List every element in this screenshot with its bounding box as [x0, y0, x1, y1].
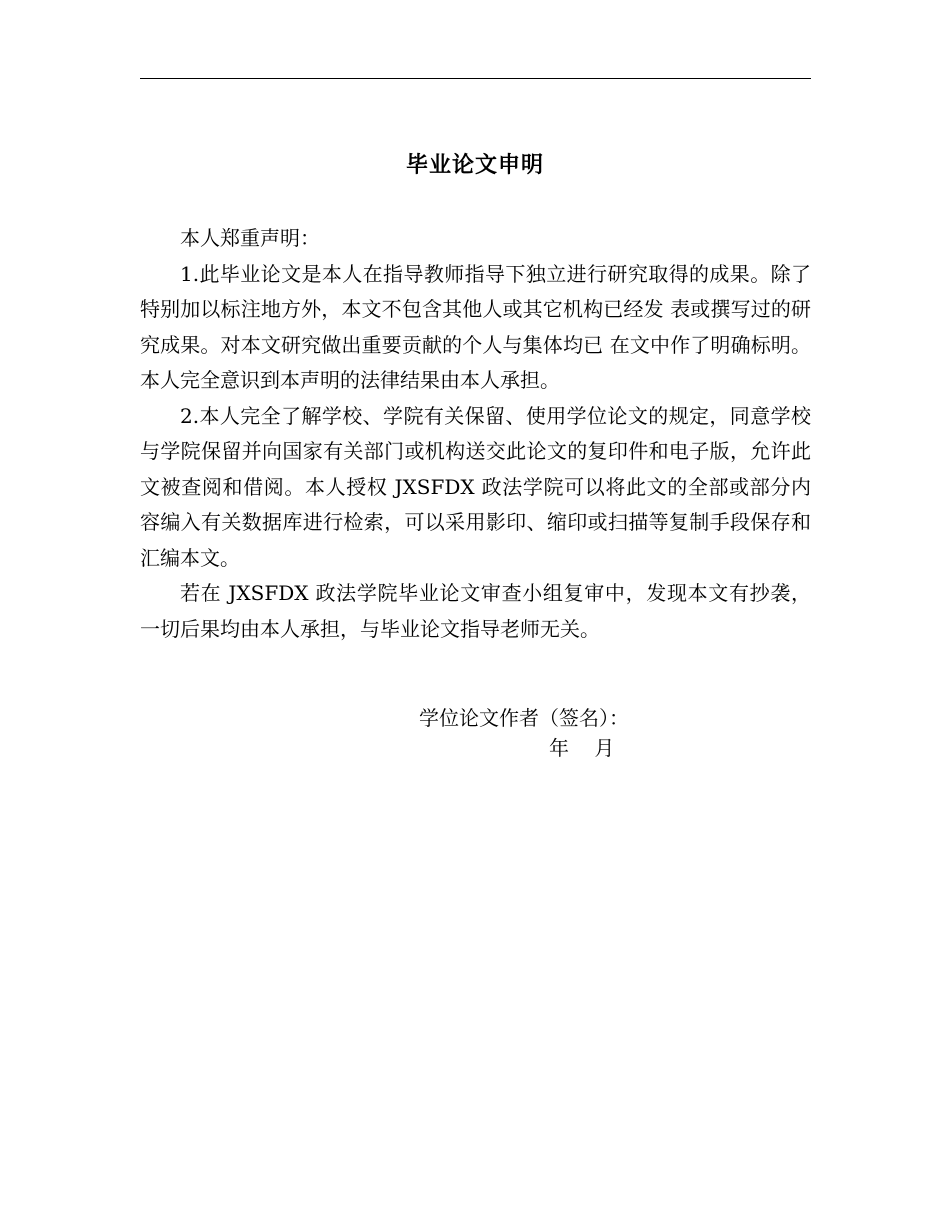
document-title: 毕业论文申明	[405, 153, 544, 178]
paragraph-intro: 本人郑重声明：	[180, 226, 320, 250]
paragraph-item-2: 2.本人完全了解学校、学院有关保留、使用学位论文的规定，同意学校与学院保留并向国家有关部门或机构送交此论文的复印件和电子版，允许此文被查阅和借阅。本人授权 JXSFDX 政法学院可以将此文的全部或部分内容编入有关数据库进行检索，可以采用影印、缩印或扫描等复制手段保存和汇编本文。	[140, 403, 811, 570]
signature-label: 学位论文作者（签名）：	[419, 706, 629, 730]
declaration-body	[140, 221, 811, 647]
paragraph-closing: 若在 JXSFDX 政法学院毕业论文审查小组复审中，发现本文有抄袭，一切后果均由本人承担，与毕业论文指导老师无关。	[140, 581, 811, 641]
header-rule	[140, 78, 811, 79]
date-label: 年 月	[549, 736, 615, 760]
paragraph-item-1: 1.此毕业论文是本人在指导教师指导下独立进行研究取得的成果。除了特别加以标注地方外，本文不包含其他人或其它机构已经发 表或撰写过的研究成果。对本文研究做出重要贡献的个人与集体均已 在文中作了明确标明。本人完全意识到本声明的法律结果由本人承担。	[140, 261, 811, 392]
